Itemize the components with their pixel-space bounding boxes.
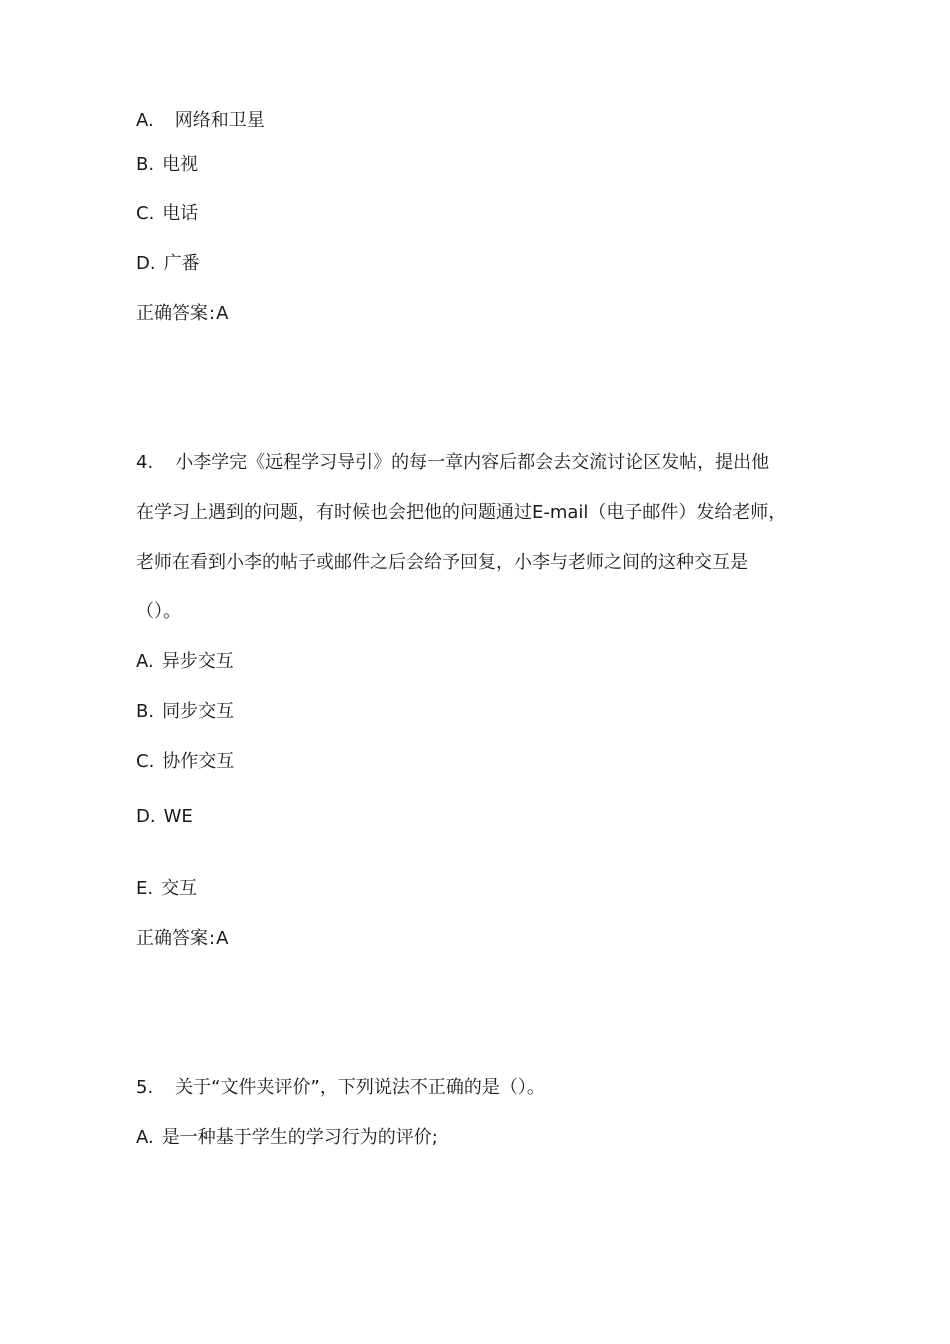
- answer-separator: :: [209, 928, 216, 949]
- option-label: B.: [136, 701, 155, 722]
- option-text: 异步交互: [161, 651, 234, 672]
- question-stem-text: 小李学完《远程学习导引》的每一章内容后都会去交流讨论区发帖，提出他: [175, 452, 770, 473]
- option-text: 电视: [162, 154, 199, 175]
- q4-option-e: [136, 877, 197, 901]
- q4-stem-line-1: [136, 451, 769, 475]
- option-text: 广番: [163, 253, 200, 274]
- answer-label: 正确答案: [136, 928, 208, 949]
- option-label: C.: [136, 751, 155, 772]
- q3-answer: [136, 302, 228, 326]
- q3-option-b: [136, 153, 198, 177]
- option-text: WE: [163, 806, 193, 827]
- q3-option-a: [136, 109, 265, 133]
- q4-option-c: [136, 750, 234, 774]
- option-label: A.: [136, 651, 154, 672]
- option-label: C.: [136, 203, 155, 224]
- question-stem-text: 关于“文件夹评价”，下列说法不正确的是（）。: [175, 1077, 545, 1098]
- option-label: A.: [136, 1127, 154, 1148]
- option-text: 电话: [162, 203, 199, 224]
- q4-stem-line-3: [136, 551, 748, 575]
- q4-answer: [136, 927, 228, 951]
- question-stem-text: （）。: [136, 601, 181, 622]
- answer-value: A: [216, 303, 229, 324]
- option-label: E.: [136, 878, 154, 899]
- question-stem-text: 在学习上遇到的问题，有时候也会把他的问题通过E-mail（电子邮件）发给老师，: [136, 502, 787, 523]
- option-text: 网络和卫星: [174, 110, 265, 131]
- question-stem-text: 老师在看到小李的帖子或邮件之后会给予回复，小李与老师之间的这种交互是: [136, 552, 748, 573]
- q4-option-b: [136, 700, 234, 724]
- question-number: 4.: [136, 452, 154, 473]
- option-text: 交互: [161, 878, 198, 899]
- answer-value: A: [216, 928, 229, 949]
- option-text: 是一种基于学生的学习行为的评价;: [161, 1127, 438, 1148]
- q4-option-d: [136, 805, 193, 829]
- q4-stem-line-2: [136, 501, 786, 525]
- answer-separator: :: [209, 303, 216, 324]
- q3-option-c: [136, 202, 198, 226]
- option-text: 同步交互: [162, 701, 235, 722]
- q4-stem-line-4: [136, 600, 181, 624]
- q5-stem: [136, 1076, 545, 1100]
- answer-label: 正确答案: [136, 303, 208, 324]
- option-label: D.: [136, 253, 156, 274]
- option-text: 协作交互: [162, 751, 235, 772]
- q3-option-d: [136, 252, 200, 276]
- question-number: 5.: [136, 1077, 154, 1098]
- option-label: A.: [136, 110, 154, 131]
- q4-option-a: [136, 650, 234, 674]
- q5-option-a: [136, 1126, 438, 1150]
- option-label: B.: [136, 154, 155, 175]
- option-label: D.: [136, 806, 156, 827]
